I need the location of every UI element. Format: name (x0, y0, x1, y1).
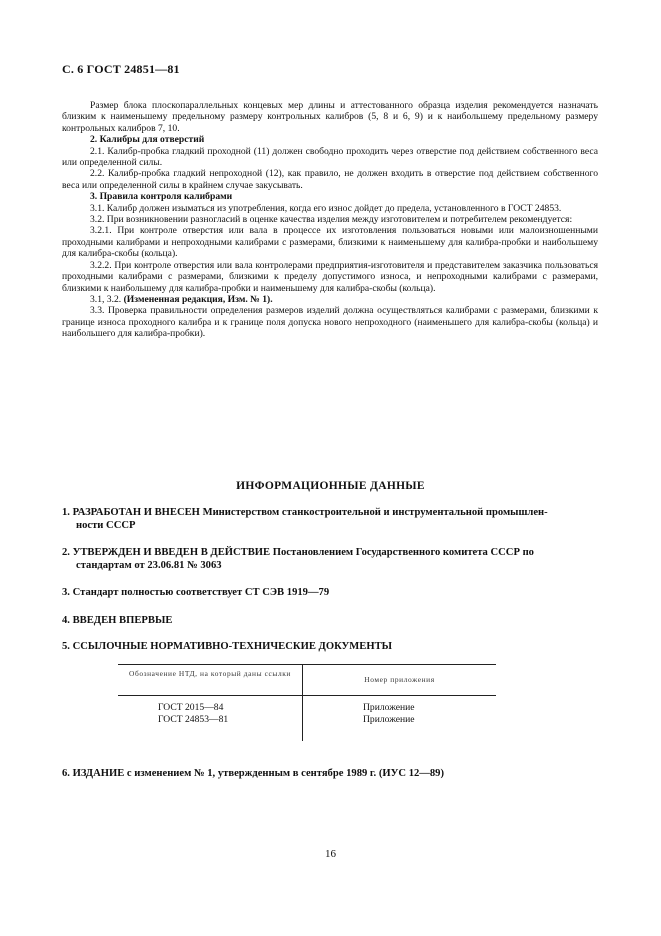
info-item-lead: 3. Стандарт полностью соответствует СТ СЭВ 1919—79 (62, 587, 330, 598)
amendment-note (62, 294, 598, 305)
info-title: ИНФОРМАЦИОННЫЕ ДАННЫЕ (236, 480, 425, 492)
table-cell-document: ГОСТ 2015—84 (158, 702, 224, 713)
info-item-cont: ности СССР (76, 520, 136, 531)
reference-table (118, 664, 496, 741)
paragraph: 2.2. Калибр-пробка гладкий непроходной (12), как правило, не должен входить в отверстие под действием собственного веса или определенной силы в крайнем случае закусывать. (62, 168, 598, 191)
info-item-introduced (62, 614, 602, 627)
info-item-lead: 1. РАЗРАБОТАН И ВНЕСЕН Министерством станкостроительной и инструментальной промышлен- (62, 507, 548, 518)
section-heading-holes: 2. Калибры для отверстий (90, 134, 205, 146)
paragraph: 3.2.1. При контроле отверстия или вала в процессе их изготовления пользоваться новыми или малоизношенными проходными калибрами и непроходными калибрами с размерами, близкими к наименьшему для калибра-пробки и наибольшему для калибра-скобы (кольца). (62, 225, 598, 260)
column-header-annex: Номер приложения (364, 675, 435, 684)
info-item-cont: стандартам от 23.06.81 № 3063 (76, 560, 222, 571)
amendment-ref: 3.1, 3.2. (90, 293, 124, 305)
table-row (118, 714, 496, 726)
table-row (118, 702, 496, 714)
table-cell-annex: Приложение (363, 714, 415, 725)
paragraph: 3.2. При возникновении разногласий в оценке качества изделия между изготовителем и потребителем рекомендуется: (90, 214, 573, 226)
paragraph: 3.1. Калибр должен изыматься из употребления, когда его износ дойдет до предела, установленного в ГОСТ 24853. (90, 202, 562, 214)
info-item-conformity (62, 586, 602, 599)
amendment-label: (Измененная редакция, Изм. № 1). (123, 293, 273, 305)
body-text (62, 100, 598, 340)
table-cell-document: ГОСТ 24853—81 (158, 714, 229, 725)
paragraph: Размер блока плоскопараллельных концевых мер длины и аттестованного образца изделия рекомендуется назначать близким к наименьшему предельному размеру контрольных калибров (5, 8 и 6, 9) и к наибольшему предельному размеру контрольных калибров 7, 10. (62, 100, 598, 134)
paragraph: 3.2.2. При контроле отверстия или вала контролерами предприятия-изготовителя и представителем заказчика пользоваться проходными калибрами с размерами, близкими к пределу допустимого износа, и непроходными калибрами с размерами, близкими к наибольшему для калибра-пробки и наименьшему для калибра-скобы (кольца). (62, 259, 598, 294)
section-heading-control-rules: 3. Правила контроля калибрами (90, 191, 233, 203)
page-number: 16 (325, 848, 336, 860)
column-header-document: Обозначение НТД, на который даны ссылки (129, 669, 291, 678)
info-item-edition (62, 767, 602, 780)
info-item-approved (62, 546, 602, 572)
info-item-lead: 5. ССЫЛОЧНЫЕ НОРМАТИВНО-ТЕХНИЧЕСКИЕ ДОКУМЕНТЫ (62, 641, 393, 652)
info-item-lead: 2. УТВЕРЖДЕН И ВВЕДЕН В ДЕЙСТВИЕ Постановлением Государственного комитета СССР по (62, 547, 534, 558)
info-item-lead: 6. ИЗДАНИЕ с изменением № 1, утвержденным в сентябре 1989 г. (ИУС 12—89) (62, 768, 444, 779)
info-item-references (62, 640, 602, 653)
table-cell-annex: Приложение (363, 702, 415, 713)
paragraph: 2.1. Калибр-пробка гладкий проходной (11) должен свободно проходить через отверстие под действием собственного веса или определенной силы. (62, 145, 598, 169)
paragraph: 3.3. Проверка правильности определения размеров изделий должна осуществляться калибрами с размерами, близкими к границе износа проходного калибра и к границе поля допуска нового непроходного (наименьшего для калибра-скобы (кольца) и наибольшего для калибра-пробки). (62, 305, 598, 340)
page-header: С. 6 ГОСТ 24851—81 (62, 62, 180, 76)
info-item-lead: 4. ВВЕДЕН ВПЕРВЫЕ (62, 615, 173, 626)
info-item-developed (62, 506, 602, 532)
